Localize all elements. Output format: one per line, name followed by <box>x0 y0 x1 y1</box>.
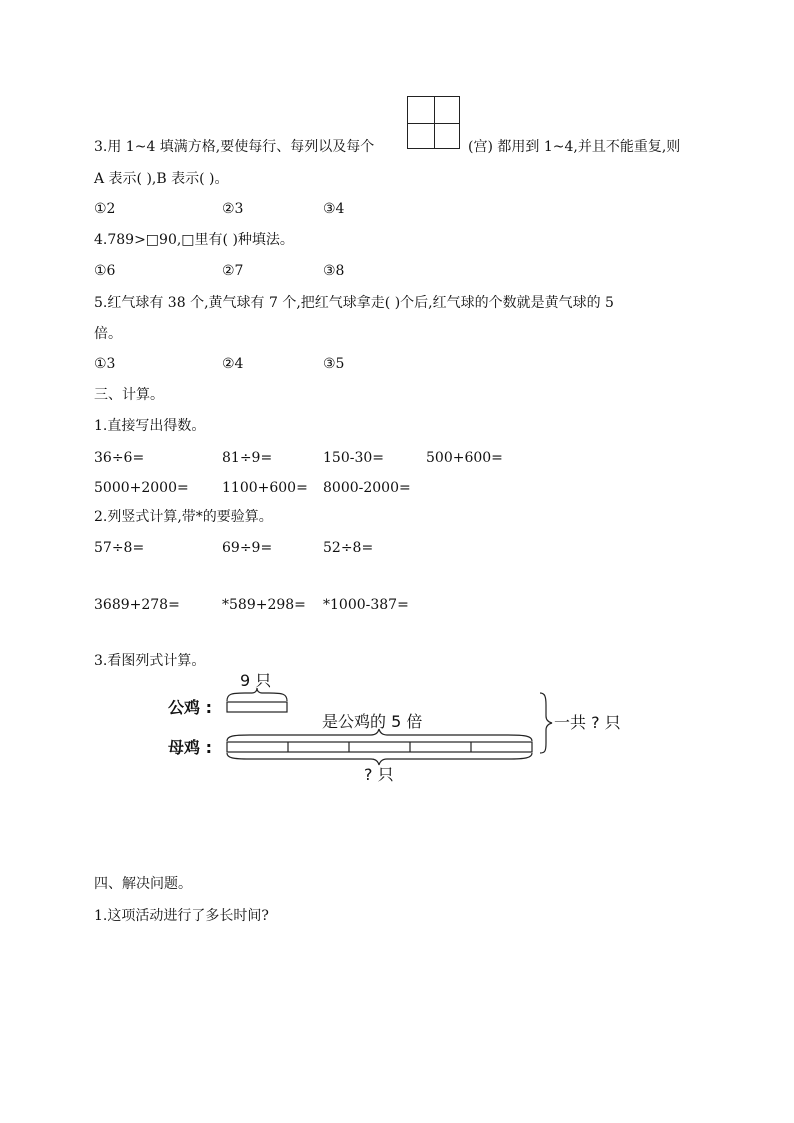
calc2-item: 52÷8= <box>323 540 374 556</box>
q3-option-2: ②3 <box>222 201 244 217</box>
rooster-segment <box>227 702 287 712</box>
hen-question: ? 只 <box>364 765 394 784</box>
q5-option-2: ②4 <box>222 356 244 372</box>
q3-stem-part1: 3.用 1~4 填满方格,要使每行、每列以及每个 <box>94 139 375 155</box>
calc1-item: 81÷9= <box>222 450 273 466</box>
q3-option-3: ③4 <box>323 201 345 217</box>
hen-bottom-brace <box>227 753 532 765</box>
calc1-title: 1.直接写出得数。 <box>94 418 206 434</box>
calc2-item: *1000-387= <box>323 597 409 613</box>
total-label: 一共 ? 只 <box>554 713 621 732</box>
q4-option-2: ②7 <box>222 263 244 279</box>
rooster-label: 公鸡 : <box>168 698 212 717</box>
rooster-count: 9 只 <box>240 671 272 690</box>
calc3-title: 3.看图列式计算。 <box>94 653 206 669</box>
calc1-item: 8000-2000= <box>323 480 411 496</box>
calc2-item: 57÷8= <box>94 540 145 556</box>
calc1-item: 500+600= <box>426 450 503 466</box>
calc1-item: 5000+2000= <box>94 480 189 496</box>
q5-option-1: ①3 <box>94 356 116 372</box>
hen-relation: 是公鸡的 5 倍 <box>322 712 423 731</box>
q5-option-3: ③5 <box>323 356 345 372</box>
section3-title: 三、计算。 <box>94 387 164 403</box>
q4-stem: 4.789>□90,□里有( )种填法。 <box>94 232 294 248</box>
calc1-item: 36÷6= <box>94 450 145 466</box>
hen-label: 母鸡 : <box>168 738 212 757</box>
q3-stem-part2: (宫) 都用到 1~4,并且不能重复,则 <box>468 139 681 155</box>
q5-stem-line1: 5.红气球有 38 个,黄气球有 7 个,把红气球拿走( )个后,红气球的个数就是黄气球的 5 <box>94 295 614 311</box>
hen-segment <box>227 742 532 752</box>
q3-option-1: ①2 <box>94 201 116 217</box>
section4-title: 四、解决问题。 <box>94 876 192 892</box>
total-brace <box>540 693 552 753</box>
q3-stem-line2: A 表示( ),B 表示( )。 <box>94 171 229 187</box>
calc2-title: 2.列竖式计算,带*的要验算。 <box>94 509 273 525</box>
calc1-item: 150-30= <box>323 450 384 466</box>
q4-option-3: ③8 <box>323 263 345 279</box>
q5-stem-line2: 倍。 <box>94 326 122 342</box>
calc2-item: 69÷9= <box>222 540 273 556</box>
section4-q1: 1.这项活动进行了多长时间? <box>94 908 269 924</box>
calc1-item: 1100+600= <box>222 480 308 496</box>
calc2-item: 3689+278= <box>94 597 180 613</box>
q4-option-1: ①6 <box>94 263 116 279</box>
calc2-item: *589+298= <box>222 597 306 613</box>
